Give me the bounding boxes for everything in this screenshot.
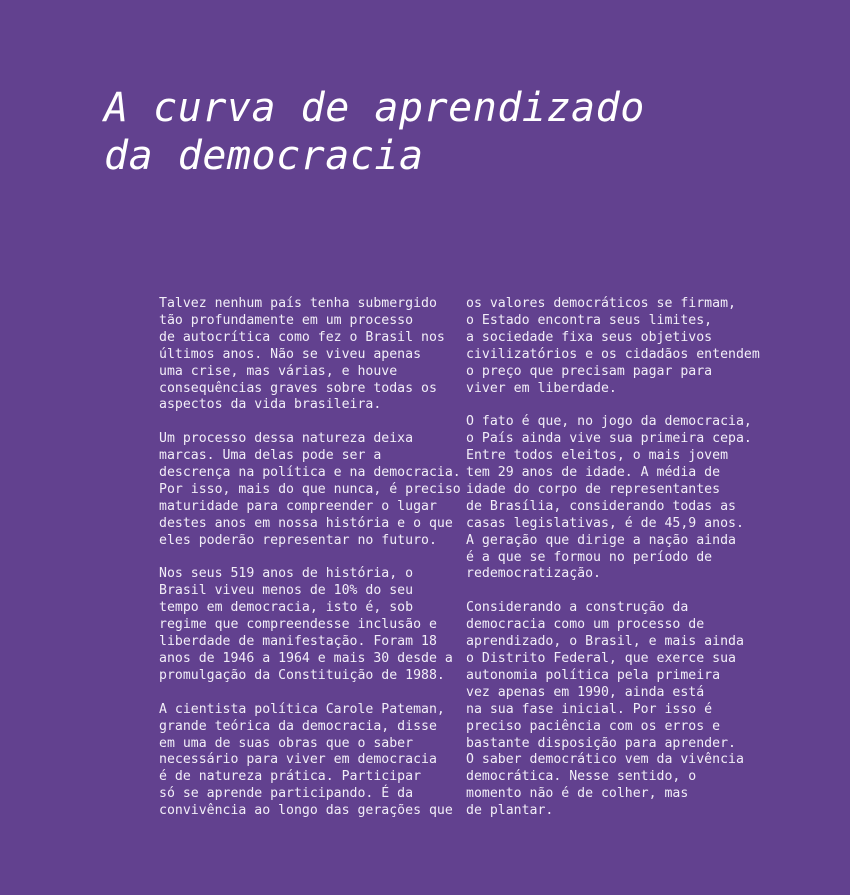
body-text-line: marcas. Uma delas pode ser a [159, 448, 382, 464]
body-text-line: Considerando a construção da [466, 600, 689, 616]
body-text-line: regime que compreendesse inclusão e [159, 617, 437, 633]
body-text-line: civilizatórios e os cidadãos entendem [466, 346, 760, 362]
body-text-line: últimos anos. Não se viveu apenas [159, 346, 422, 362]
body-text-line: momento não é de colher, mas [466, 786, 689, 802]
body-text-line: é de natureza prática. Participar [159, 769, 422, 785]
body-text-line: é a que se formou no período de [466, 549, 713, 565]
text-column-left [159, 296, 459, 837]
body-text-line: destes anos em nossa história e o que [159, 515, 453, 531]
body-text-line: Talvez nenhum país tenha submergido [159, 296, 437, 311]
body-text-line: tempo em democracia, isto é, sob [159, 600, 414, 616]
body-text-line: em uma de suas obras que o saber [159, 735, 414, 751]
body-text-line: vez apenas em 1990, ainda está [466, 684, 705, 700]
body-text-line: aspectos da vida brasileira. [159, 397, 382, 413]
body-text-line: autonomia política pela primeira [466, 667, 721, 683]
body-text-line: de Brasília, considerando todas as [466, 498, 736, 514]
body-text-line: o Distrito Federal, que exerce sua [466, 651, 736, 666]
title-line-2: da democracia [104, 133, 424, 179]
body-text-line: tem 29 anos de idade. A média de [466, 465, 721, 481]
body-text-line: o preço que precisam pagar para [466, 363, 713, 379]
body-text-line: anos de 1946 a 1964 e mais 30 desde a [159, 651, 453, 666]
body-text-line: A cientista política Carole Pateman, [159, 701, 445, 717]
body-text-line: Um processo dessa natureza deixa [159, 431, 414, 447]
body-text-line: democracia como um processo de [466, 617, 705, 633]
body-paragraph [466, 414, 766, 583]
body-paragraph [159, 566, 459, 684]
body-text-line: necessário para viver em democracia [159, 752, 437, 768]
body-text-line: consequências graves sobre todas os [159, 380, 437, 396]
body-text-line: casas legislativas, é de 45,9 anos. [466, 515, 744, 531]
body-text-line: Brasil viveu menos de 10% do seu [159, 583, 414, 599]
body-paragraph [159, 702, 459, 820]
body-text-line: Nos seus 519 anos de história, o [159, 566, 414, 582]
body-text-line: O fato é que, no jogo da democracia, [466, 414, 752, 430]
body-text-line: na sua fase inicial. Por isso é [466, 701, 713, 717]
body-text-line: viver em liberdade. [466, 380, 617, 396]
body-text-line: de plantar. [466, 803, 554, 819]
body-text-line: bastante disposição para aprender. [466, 735, 736, 751]
body-text-line: o País ainda vive sua primeira cepa. [466, 431, 752, 447]
text-column-right [466, 296, 766, 837]
body-text-line: maturidade para compreender o lugar [159, 498, 437, 514]
body-text-line: tão profundamente em um processo [159, 312, 414, 328]
body-text-line: preciso paciência com os erros e [466, 718, 721, 734]
body-text-line: descrença na política e na democracia. [159, 465, 461, 481]
body-text-line: Por isso, mais do que nunca, é preciso [159, 481, 461, 497]
body-text-line: de autocrítica como fez o Brasil nos [159, 329, 445, 345]
body-text-line: os valores democráticos se firmam, [466, 296, 736, 311]
body-text-line: democrática. Nesse sentido, o [466, 769, 697, 785]
page-title [104, 84, 645, 180]
body-text-line: eles poderão representar no futuro. [159, 532, 437, 548]
body-text-line: idade do corpo de representantes [466, 481, 721, 497]
body-paragraph [159, 431, 459, 549]
body-paragraph [159, 296, 459, 414]
body-text-line: grande teórica da democracia, disse [159, 718, 437, 734]
body-paragraph [466, 296, 766, 397]
body-text-line: promulgação da Constituição de 1988. [159, 667, 445, 683]
body-text-line: aprendizado, o Brasil, e mais ainda [466, 634, 744, 650]
body-text-line: uma crise, mas várias, e houve [159, 363, 398, 379]
title-line-1: A curva de aprendizado [104, 85, 645, 131]
body-text-line: redemocratização. [466, 566, 601, 582]
body-text-line: só se aprende participando. É da [159, 786, 414, 802]
body-paragraph [466, 600, 766, 820]
body-text-line: a sociedade fixa seus objetivos [466, 329, 713, 345]
body-text-line: liberdade de manifestação. Foram 18 [159, 634, 437, 650]
body-text-line: convivência ao longo das gerações que [159, 803, 453, 819]
body-text-line: A geração que dirige a nação ainda [466, 532, 736, 548]
body-text-line: o Estado encontra seus limites, [466, 312, 713, 328]
body-text-line: Entre todos eleitos, o mais jovem [466, 448, 729, 464]
body-text-line: O saber democrático vem da vivência [466, 752, 744, 768]
